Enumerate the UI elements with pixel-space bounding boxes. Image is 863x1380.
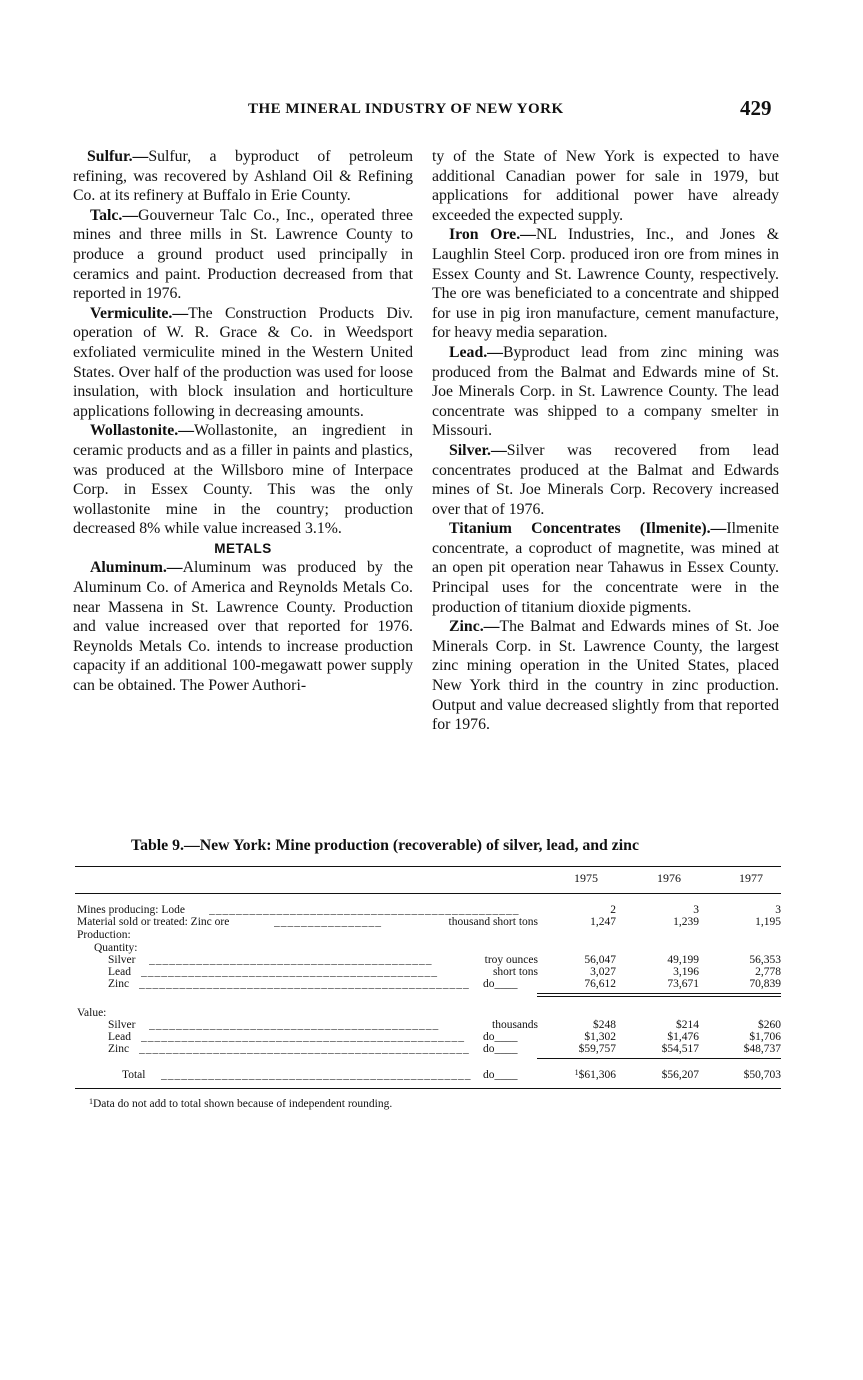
table-footnote [89, 1098, 392, 1110]
footnote-marker: 1 [574, 1068, 579, 1077]
dot-leader: _________________________________________________ [139, 978, 470, 990]
lead-paragraph [432, 343, 779, 441]
cell-1976: $56,207 [661, 1069, 699, 1081]
sulfur-heading: Sulfur.— [87, 148, 149, 165]
wollastonite-heading: Wollastonite.— [90, 422, 194, 440]
table-top-rule [75, 866, 781, 867]
aluminum-heading: Aluminum.— [90, 559, 183, 577]
row-unit: short tons [492, 966, 538, 978]
cell-1975: $1,302 [584, 1031, 616, 1043]
cell-1977: $1,706 [749, 1031, 781, 1043]
dot-leader: ________________ [274, 916, 382, 928]
vermiculite-heading: Vermiculite.— [90, 304, 189, 322]
cell-1976: $1,476 [667, 1031, 699, 1043]
cell-1977: 2,778 [755, 966, 781, 978]
sulfur-text: Sulfur, a byproduct of petroleum refining, was recovered by Ashland Oil & Refining Co. at its refinery at Buffalo in Erie County. [73, 148, 413, 205]
wollastonite-text: Wollastonite, an ingredient in ceramic products and as a filler in paints and plastics, was produced at the Willsboro mine of Interpace Corp. in Essex County. This was the only wollastonite mine in the country; production decreased 8% while value increased 3.1%. [73, 422, 413, 538]
talc-text: Gouverneur Talc Co., Inc., operated three mines and three mills in St. Lawrence County to produce a ground product used principally in ceramics and paint. Production decreased from that reported in 1976. [73, 206, 413, 303]
row-label: Zinc [108, 978, 130, 990]
cell-1976: 73,671 [667, 978, 699, 990]
lead-text: Byproduct lead from zinc mining was produced from the Balmat and Edwards mine of St. Joe Minerals Corp. in St. Lawrence County. The lead concentrate was shipped to a company smelter in Missouri. [432, 343, 779, 440]
row-unit-text: do [483, 1031, 495, 1043]
subtotal-rule [537, 1058, 781, 1059]
wollastonite-paragraph [73, 421, 413, 539]
dot-leader: ______________________________________________ [209, 904, 520, 916]
page-number: 429 [740, 96, 772, 120]
table-row [77, 929, 781, 941]
row-unit-text: do [483, 978, 495, 990]
row-label: Silver [108, 1019, 136, 1031]
cell-1977: 70,839 [749, 978, 781, 990]
table-row [77, 1019, 781, 1031]
table-row [77, 942, 781, 954]
silver-text: Silver was recovered from lead concentrates produced at the Balmat and Edwards mines of St. Joe Minerals Corp. Recovery increased over that of 1976. [432, 441, 779, 518]
talc-heading: Talc.— [90, 206, 139, 224]
cell-1977: 3 [775, 904, 781, 916]
talc-paragraph [73, 206, 413, 304]
table-row [77, 1007, 781, 1019]
row-label: Quantity: [94, 942, 138, 954]
cell-1975: $59,757 [578, 1043, 616, 1055]
cell-1976: 49,199 [667, 954, 699, 966]
cell-1975: 3,027 [590, 966, 616, 978]
aluminum-paragraph [73, 558, 413, 695]
cell-1975: 76,612 [584, 978, 616, 990]
table-title: Table 9.—New York: Mine production (recoverable) of silver, lead, and zinc [131, 837, 639, 854]
row-label: Total [122, 1069, 146, 1081]
cell-1977: 1,195 [755, 916, 781, 928]
row-unit-text: do [483, 1069, 495, 1081]
dot-leader: ________________________________________________ [141, 1031, 465, 1043]
column-header-1976: 1976 [657, 871, 681, 885]
cell-1975-value: $61,306 [578, 1069, 616, 1081]
titanium-text: Ilmenite concentrate, a coproduct of magnetite, was mined at an open pit operation near Tahawus in Essex County. Principal uses for the concentrate were in the production of titanium dioxide pigments. [432, 520, 779, 616]
cell-1977: $48,737 [743, 1043, 781, 1055]
table-row [77, 1031, 781, 1043]
iron-ore-text: NL Industries, Inc., and Jones & Laughlin Steel Corp. produced iron ore from mines in Essex County and St. Lawrence County, respectively. The ore was beneficiated to a concentrate and shipped for use in pig iron manufacture, cement manufacture, for heavy media separation. [432, 226, 779, 342]
cell-1975: 2 [610, 904, 616, 916]
row-unit: do____ [483, 1069, 518, 1081]
column-header-1975: 1975 [574, 871, 598, 885]
cell-1977: $260 [758, 1019, 781, 1031]
table-row [77, 1043, 781, 1055]
titanium-paragraph [432, 519, 779, 617]
row-unit: do____ [483, 1031, 518, 1043]
row-unit: thousands [492, 1019, 538, 1031]
row-label: Material sold or treated: Zinc ore [77, 916, 230, 928]
lead-heading: Lead.— [449, 343, 503, 361]
right-column [432, 147, 779, 735]
silver-paragraph [432, 441, 779, 519]
cell-1977: $50,703 [743, 1069, 781, 1081]
row-unit: thousand short tons [448, 916, 538, 928]
cell-1976: $54,517 [661, 1043, 699, 1055]
zinc-text: The Balmat and Edwards mines of St. Joe Minerals Corp. in St. Lawrence County, the largest zinc mining operation in the United States, placed New York third in the country in zinc production. Output and value decreased slightly from that reported for 1976. [432, 618, 779, 734]
aluminum-text: Aluminum was produced by the Aluminum Co. of America and Reynolds Metals Co. near Massena in St. Lawrence County. Production and value increased over that reported for 1976. Reynolds Metals Co. intends to increase production capacity if an additional 100-megawatt power supply can be obtained. The Power Authori- [73, 559, 413, 695]
table-bottom-rule [75, 1088, 781, 1089]
row-unit: do____ [483, 1043, 518, 1055]
table-row [77, 916, 781, 928]
titanium-heading: Titanium Concentrates (Ilmenite).— [449, 520, 727, 538]
zinc-paragraph [432, 617, 779, 735]
table-row [77, 904, 781, 916]
left-column [73, 147, 413, 696]
vermiculite-text: The Construction Products Div. operation of W. R. Grace & Co. in Weedsport exfoliated vermiculite mined in the Western United States. Over half of the production was used for loose insulation, with block insulation and horticulture applications following in decreasing amounts. [73, 304, 413, 420]
table-row [77, 978, 781, 990]
row-label: Lead [108, 966, 131, 978]
table-row [77, 1069, 781, 1081]
row-unit: troy ounces [484, 954, 538, 966]
dot-leader: ____________________________________________ [141, 966, 438, 978]
table-row [77, 954, 781, 966]
cell-1975: 1,247 [590, 916, 616, 928]
cell-1976: 3 [693, 904, 699, 916]
row-label: Silver [108, 954, 136, 966]
row-label: Production: [77, 929, 131, 941]
column-header-1977: 1977 [739, 871, 763, 885]
iron-ore-paragraph [432, 225, 779, 343]
zinc-heading: Zinc.— [449, 618, 500, 636]
table-row [77, 966, 781, 978]
cell-1975 [546, 1069, 616, 1081]
row-label: Mines producing: Lode [77, 904, 185, 916]
cell-1977: 56,353 [749, 954, 781, 966]
dot-leader: __________________________________________ [149, 954, 433, 966]
row-label: Zinc [108, 1043, 130, 1055]
sulfur-paragraph [73, 147, 413, 206]
dot-leader: ___________________________________________ [149, 1019, 440, 1031]
cell-1975: 56,047 [584, 954, 616, 966]
metals-heading: METALS [214, 540, 272, 556]
row-unit-text: do [483, 1043, 495, 1055]
row-unit: do____ [483, 978, 518, 990]
table-header-rule [75, 893, 781, 894]
dot-leader: ______________________________________________ [161, 1069, 472, 1081]
row-label: Lead [108, 1031, 131, 1043]
cell-1976: $214 [676, 1019, 699, 1031]
aluminum-continued-paragraph: ty of the State of New York is expected to have additional Canadian power for sale in 1979, but applications for additional power have already exceeded the expected supply. [432, 148, 779, 224]
dot-leader: _________________________________________________ [139, 1043, 470, 1055]
footnote-text: Data do not add to total shown because of independent rounding. [93, 1098, 393, 1110]
iron-ore-heading: Iron Ore.— [449, 226, 536, 244]
subtotal-rule [537, 996, 781, 997]
footnote-mark: 1 [89, 1097, 93, 1106]
page-header-title: THE MINERAL INDUSTRY OF NEW YORK [248, 101, 564, 117]
silver-heading: Silver.— [449, 441, 507, 459]
vermiculite-paragraph [73, 304, 413, 422]
cell-1975: $248 [593, 1019, 616, 1031]
subtotal-rule [537, 993, 781, 994]
row-label: Value: [77, 1007, 107, 1019]
cell-1976: 1,239 [673, 916, 699, 928]
cell-1976: 3,196 [673, 966, 699, 978]
